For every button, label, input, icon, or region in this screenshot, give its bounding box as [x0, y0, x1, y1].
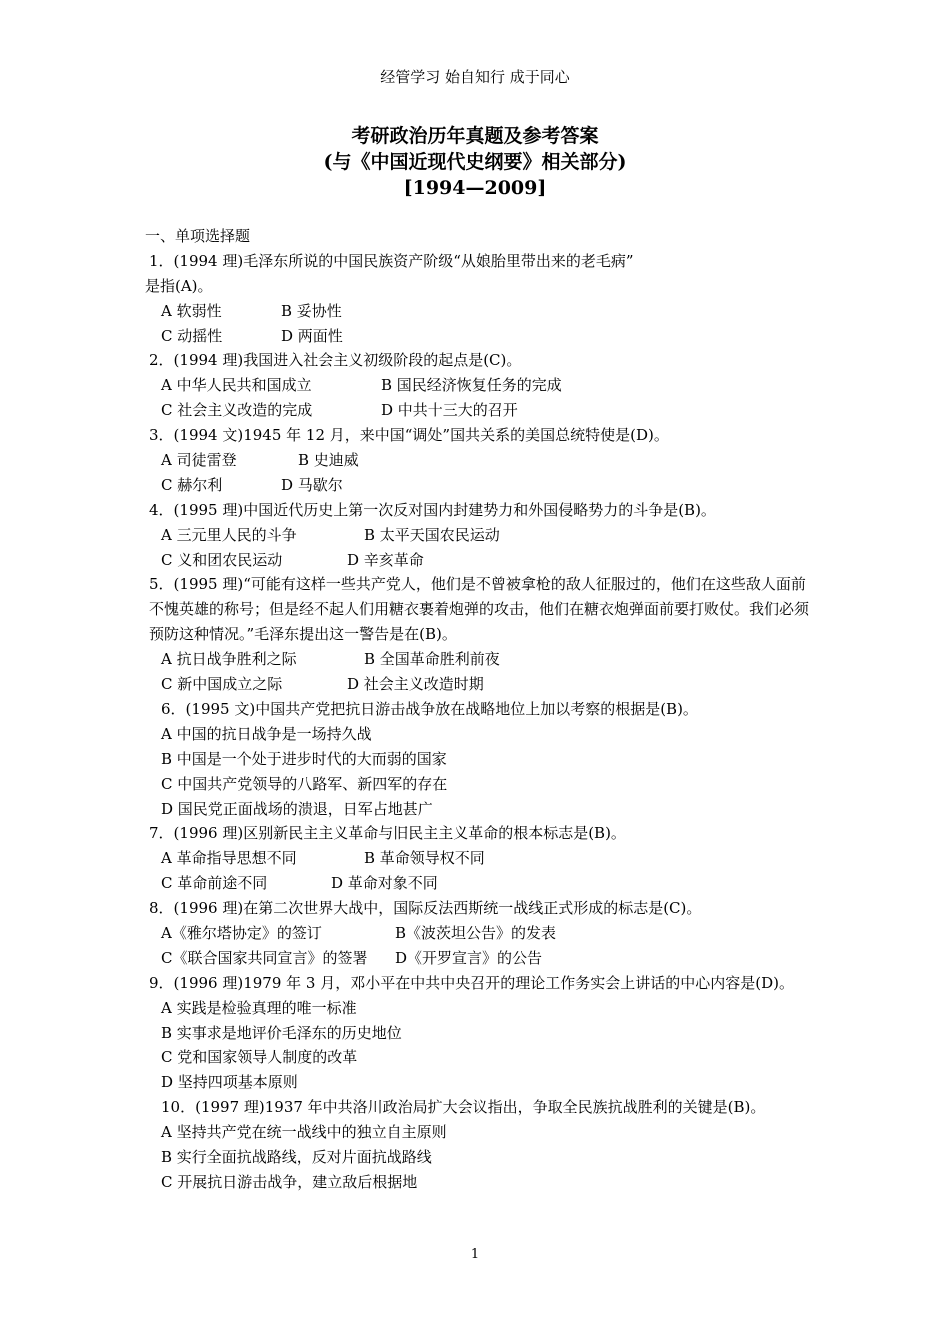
option-d: D 辛亥革命 — [347, 550, 424, 569]
question-4-options-ab — [145, 523, 810, 548]
option-d: D 坚持四项基本原则 — [161, 1073, 298, 1092]
option-d: D 马歇尔 — [281, 475, 343, 494]
question-10: 10．(1997 理)1937 年中共洛川政治局扩大会议指出，争取全民族抗战胜利的关键是(B)。 — [161, 1098, 766, 1117]
option-a: A 软弱性 — [161, 301, 222, 320]
option-b: B 妥协性 — [281, 301, 342, 320]
option-d: D 革命对象不同 — [331, 874, 438, 893]
document-subtitle: (与《中国近现代史纲要》相关部分) — [323, 151, 627, 173]
question-1-continuation: 是指(A)。 — [145, 276, 213, 295]
question-list — [145, 224, 810, 1195]
option-b: B 实行全面抗战路线，反对片面抗战路线 — [161, 1148, 432, 1167]
option-a: A 抗日战争胜利之际 — [161, 650, 297, 669]
option-d: D 社会主义改造时期 — [347, 675, 484, 694]
option-a: A《雅尔塔协定》的签订 — [161, 923, 322, 942]
option-a: A 中华人民共和国成立 — [161, 376, 312, 395]
option-b: B 史迪威 — [298, 451, 359, 470]
question-7-options-cd — [145, 871, 810, 896]
option-c: C 党和国家领导人制度的改革 — [161, 1048, 358, 1067]
question-3: 3．(1994 文)1945 年 12 月，来中国“调处”国共关系的美国总统特使是(D)。 — [149, 426, 669, 445]
option-a: A 革命指导思想不同 — [161, 849, 297, 868]
option-a: A 三元里人民的斗争 — [161, 525, 297, 544]
option-c: C 动摇性 — [161, 326, 223, 345]
question-2: 2．(1994 理)我国进入社会主义初级阶段的起点是(C)。 — [149, 351, 522, 370]
section-heading: 一、单项选择题 — [145, 227, 251, 245]
document-year-range: [1994—2009] — [403, 177, 547, 199]
option-c: C 开展抗日游击战争，建立敌后根据地 — [161, 1172, 418, 1191]
option-b: B 实事求是地评价毛泽东的历史地位 — [161, 1023, 402, 1042]
option-c: C 社会主义改造的完成 — [161, 401, 313, 420]
question-9: 9．(1996 理)1979 年 3 月，邓小平在中共中央召开的理论工作务实会上讲话的中心内容是(D)。 — [149, 973, 794, 992]
question-7-options-ab — [145, 846, 810, 871]
question-1: 1．(1994 理)毛泽东所说的中国民族资产阶级“从娘胎里带出来的老毛病” — [149, 251, 634, 270]
option-d: D 两面性 — [281, 326, 343, 345]
question-8-options-cd — [145, 946, 810, 971]
question-7: 7．(1996 理)区别新民主主义革命与旧民主主义革命的根本标志是(B)。 — [149, 824, 626, 843]
option-b: B《波茨坦公告》的发表 — [395, 923, 557, 942]
question-5: 5．(1995 理)“可能有这样一些共产党人，他们是不曾被拿枪的敌人征服过的，他们在这些敌人面前不愧英雄的称号；但是经不起人们用糖衣裹着炮弹的攻击，他们在糖衣炮弹面前要打败仗。我们必须预防这种情况。”毛泽东提出这一警告是在(B)。 — [149, 575, 810, 644]
option-c: C 义和团农民运动 — [161, 550, 283, 569]
question-3-options-ab — [145, 448, 810, 473]
question-5-options-cd — [145, 672, 810, 697]
option-d: D 中共十三大的召开 — [381, 401, 518, 420]
question-2-options-ab — [145, 373, 810, 398]
option-d: D《开罗宣言》的公告 — [395, 948, 543, 967]
option-c: C 新中国成立之际 — [161, 675, 283, 694]
option-b: B 国民经济恢复任务的完成 — [381, 376, 562, 395]
question-5-options-ab — [145, 647, 810, 672]
question-8: 8．(1996 理)在第二次世界大战中，国际反法西斯统一战线正式形成的标志是(C)。 — [149, 899, 702, 918]
question-2-options-cd — [145, 398, 810, 423]
option-a: A 中国的抗日战争是一场持久战 — [161, 724, 372, 743]
question-1-options-cd — [145, 324, 810, 349]
option-c: C 中国共产党领导的八路军、新四军的存在 — [161, 774, 448, 793]
option-b: B 革命领导权不同 — [364, 849, 485, 868]
option-b: B 全国革命胜利前夜 — [364, 650, 500, 669]
question-6: 6．(1995 文)中国共产党把抗日游击战争放在战略地位上加以考察的根据是(B)。 — [161, 699, 698, 718]
option-b: B 太平天国农民运动 — [364, 525, 500, 544]
page-header: 经管学习 始自知行 成于同心 — [380, 68, 570, 86]
question-1-options-ab — [145, 299, 810, 324]
option-c: C 赫尔利 — [161, 475, 223, 494]
option-b: B 中国是一个处于进步时代的大而弱的国家 — [161, 749, 447, 768]
question-4: 4．(1995 理)中国近代历史上第一次反对国内封建势力和外国侵略势力的斗争是(B)。 — [149, 500, 716, 519]
document-title: 考研政治历年真题及参考答案 — [351, 125, 599, 147]
option-a: A 坚持共产党在统一战线中的独立自主原则 — [161, 1123, 447, 1142]
question-3-options-cd — [145, 473, 810, 498]
question-4-options-cd — [145, 548, 810, 573]
page-number: 1 — [470, 1247, 480, 1262]
option-a: A 司徒雷登 — [161, 451, 237, 470]
option-d: D 国民党正面战场的溃退，日军占地甚广 — [161, 799, 433, 818]
option-c: C 革命前途不同 — [161, 874, 268, 893]
option-a: A 实践是检验真理的唯一标准 — [161, 998, 357, 1017]
question-8-options-ab — [145, 921, 810, 946]
option-c: C《联合国家共同宣言》的签署 — [161, 948, 368, 967]
